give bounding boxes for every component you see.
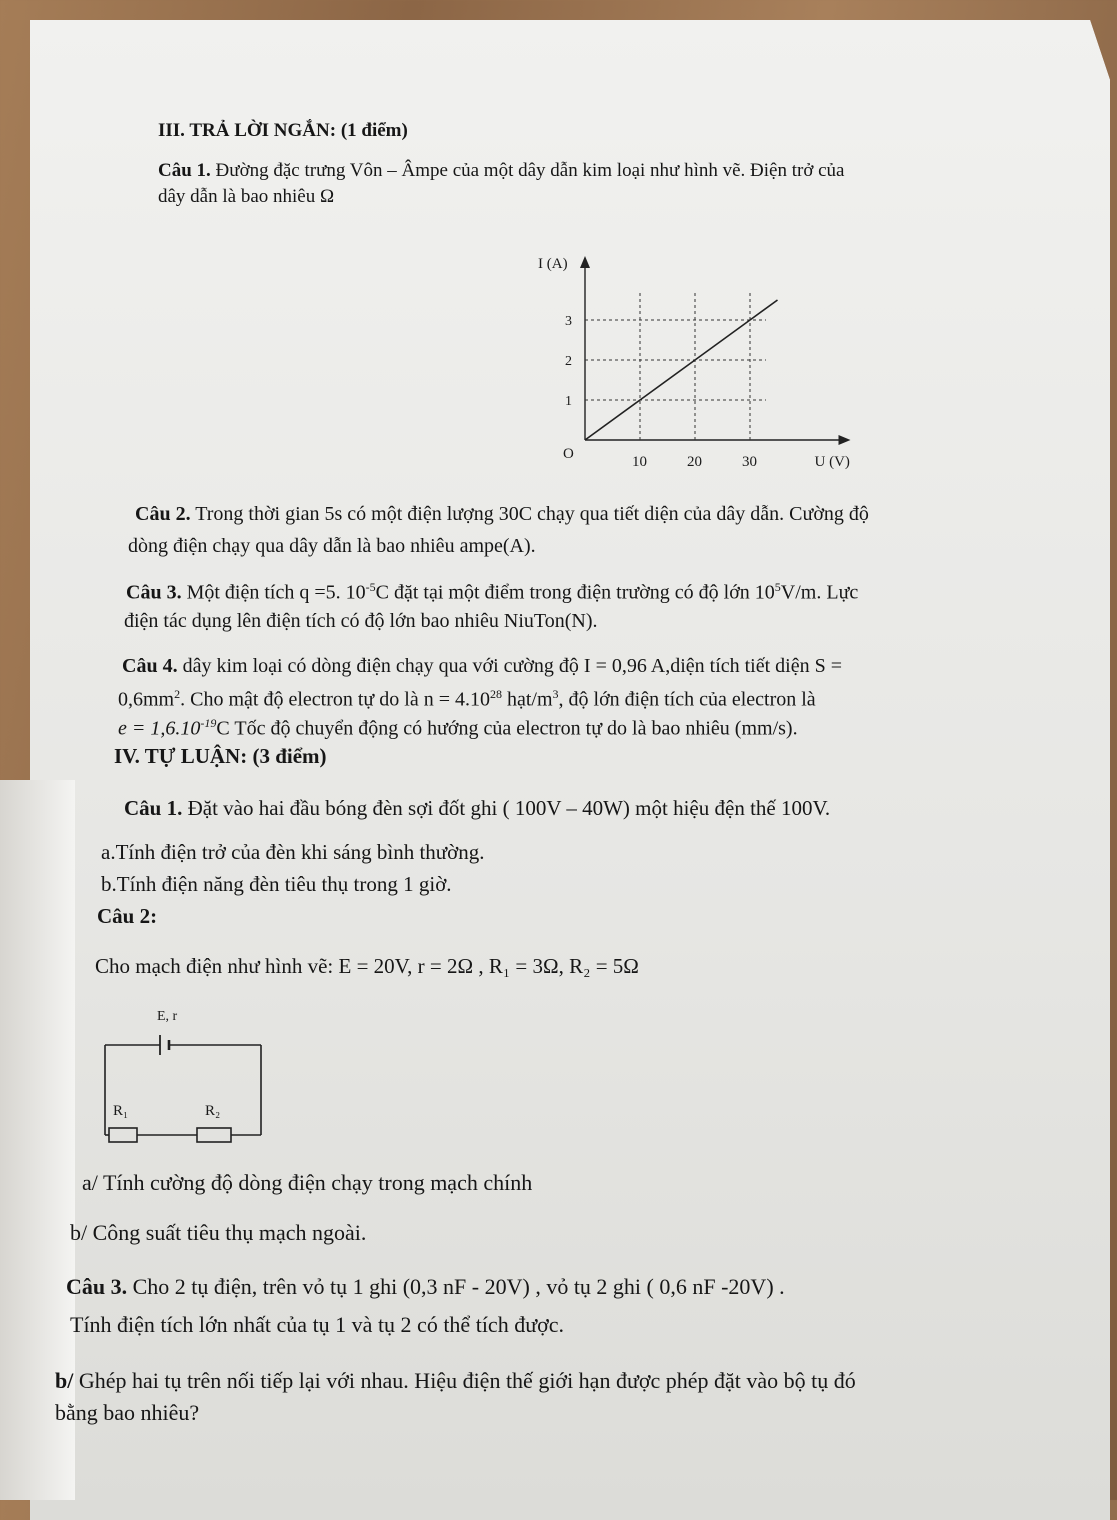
s3-q4-l2c: hạt/m bbox=[501, 688, 553, 711]
s3-q3-line1 bbox=[126, 580, 858, 605]
s4-q2-intro: Cho mạch điện như hình vẽ: E = 20V, r = 2Ω , R₁ = 3Ω, R₂ = 5Ω bbox=[95, 954, 639, 978]
x-tick-30: 30 bbox=[742, 454, 757, 470]
s4-q1-text: Đặt vào hai đầu bóng đèn sợi đốt ghi ( 100V – 40W) một hiệu đện thế 100V. bbox=[187, 796, 831, 820]
s4-q3-line bbox=[66, 1274, 785, 1300]
s3-q1-line1 bbox=[158, 160, 845, 182]
origin-label: O bbox=[563, 446, 574, 462]
resistor-r2 bbox=[197, 1128, 231, 1142]
s3-q4-l3-exp: -19 bbox=[200, 716, 217, 730]
s3-q4-l3b: C Tốc độ chuyển động có hướng của electron tự do là bao nhiêu (mm/s). bbox=[216, 717, 798, 740]
y-axis-label: I (A) bbox=[538, 256, 568, 272]
y-tick-2: 2 bbox=[565, 354, 572, 369]
s3-q2-label: Câu 2. bbox=[135, 503, 191, 525]
s3-q1-line2: dây dẫn là bao nhiêu Ω bbox=[158, 186, 335, 207]
s4-q1-b: b.Tính điện năng đèn tiêu thụ trong 1 giờ. bbox=[101, 872, 452, 896]
s3-q4-line2 bbox=[118, 687, 816, 712]
s4-q2-b: b/ Công suất tiêu thụ mạch ngoài. bbox=[70, 1220, 367, 1245]
x-tick-20: 20 bbox=[687, 454, 702, 470]
section4-heading: IV. TỰ LUẬN: (3 điểm) bbox=[114, 744, 327, 768]
s4-q3-b-text: Ghép hai tụ trên nối tiếp lại với nhau. Hiệu điện thế giới hạn được phép đặt vào bộ tụ đó bbox=[73, 1368, 856, 1393]
s3-q3-line2: điện tác dụng lên điện tích có độ lớn bao nhiêu NiuTon(N). bbox=[124, 610, 598, 632]
s3-q4-label: Câu 4. bbox=[122, 655, 178, 677]
s3-q4-l2-exp1: 2 bbox=[174, 687, 181, 701]
y-tick-3: 3 bbox=[565, 314, 572, 329]
s4-q3-label: Câu 3. bbox=[66, 1274, 128, 1299]
circuit-diagram bbox=[95, 1000, 275, 1150]
s3-q3-text-c: V/m. Lực bbox=[780, 581, 859, 604]
s3-q4-l2a: 0,6mm bbox=[118, 688, 175, 711]
r2-label: R₂ bbox=[205, 1103, 221, 1119]
s4-q2-a: a/ Tính cường độ dòng điện chạy trong mạch chính bbox=[82, 1170, 533, 1195]
s3-q3-exp-b: 5 bbox=[774, 580, 781, 594]
s3-q4-l2-exp3: 3 bbox=[552, 687, 559, 701]
s4-q1-line bbox=[124, 796, 830, 821]
s3-q2-line1 bbox=[135, 503, 869, 526]
s3-q2-line2: dòng điện chạy qua dây dẫn là bao nhiêu ampe(A). bbox=[128, 535, 536, 557]
s3-q4-l2-exp2: 28 bbox=[489, 687, 502, 701]
section3-heading: III. TRẢ LỜI NGẮN: (1 điểm) bbox=[158, 120, 408, 141]
x-tick-10: 10 bbox=[632, 454, 647, 470]
s4-q3-b-line1: b/ Ghép hai tụ trên nối tiếp lại với nhau. Hiệu điện thế giới hạn được phép đặt vào bộ tụ đó bbox=[55, 1368, 856, 1393]
s4-q3-b-line2: bằng bao nhiêu? bbox=[55, 1400, 200, 1425]
y-axis-arrow bbox=[580, 256, 590, 268]
s3-q3-exp-a: -5 bbox=[365, 580, 376, 594]
iu-chart bbox=[530, 250, 860, 480]
x-axis-label: U (V) bbox=[814, 454, 850, 470]
s3-q4-l2d: , độ lớn điện tích của electron là bbox=[558, 688, 816, 711]
s3-q1-text1: Đường đặc trưng Vôn – Âmpe của một dây dẫn kim loại như hình vẽ. Điện trở của bbox=[215, 160, 845, 181]
s4-q1-label: Câu 1. bbox=[124, 796, 183, 820]
s4-q3-a: Tính điện tích lớn nhất của tụ 1 và tụ 2 có thể tích được. bbox=[70, 1312, 565, 1337]
s3-q4-l2b: . Cho mật độ electron tự do là n = 4.10 bbox=[180, 688, 490, 711]
s4-q1-a: a.Tính điện trở của đèn khi sáng bình thường. bbox=[101, 840, 485, 864]
s3-q4-l3a: e = 1,6.10 bbox=[118, 717, 201, 740]
s3-q4-text1: dây kim loại có dòng điện chạy qua với cường độ I = 0,96 A,diện tích tiết diện S = bbox=[182, 655, 843, 677]
s3-q4-line3 bbox=[118, 716, 798, 741]
s3-q2-text1: Trong thời gian 5s có một điện lượng 30C chạy qua tiết diện của dây dẫn. Cường độ bbox=[195, 503, 869, 525]
s3-q1-label: Câu 1. bbox=[158, 160, 211, 181]
x-axis-arrow bbox=[839, 435, 851, 445]
r1-label: R₁ bbox=[113, 1103, 129, 1119]
s3-q3-text-b: C đặt tại một điểm trong điện trường có độ lớn 10 bbox=[375, 581, 775, 604]
y-tick-1: 1 bbox=[565, 394, 572, 409]
resistor-r1 bbox=[109, 1128, 137, 1142]
iu-line bbox=[585, 300, 778, 440]
s3-q3-label: Câu 3. bbox=[126, 581, 182, 604]
s3-q3-text-a: Một điện tích q =5. 10 bbox=[186, 581, 366, 604]
circuit-source-label: E, r bbox=[157, 1009, 178, 1024]
s3-q4-line1 bbox=[122, 655, 842, 678]
s4-q3-text: Cho 2 tụ điện, trên vỏ tụ 1 ghi (0,3 nF - 20V) , vỏ tụ 2 ghi ( 0,6 nF -20V) . bbox=[132, 1274, 785, 1299]
s4-q2-label: Câu 2: bbox=[97, 904, 158, 928]
